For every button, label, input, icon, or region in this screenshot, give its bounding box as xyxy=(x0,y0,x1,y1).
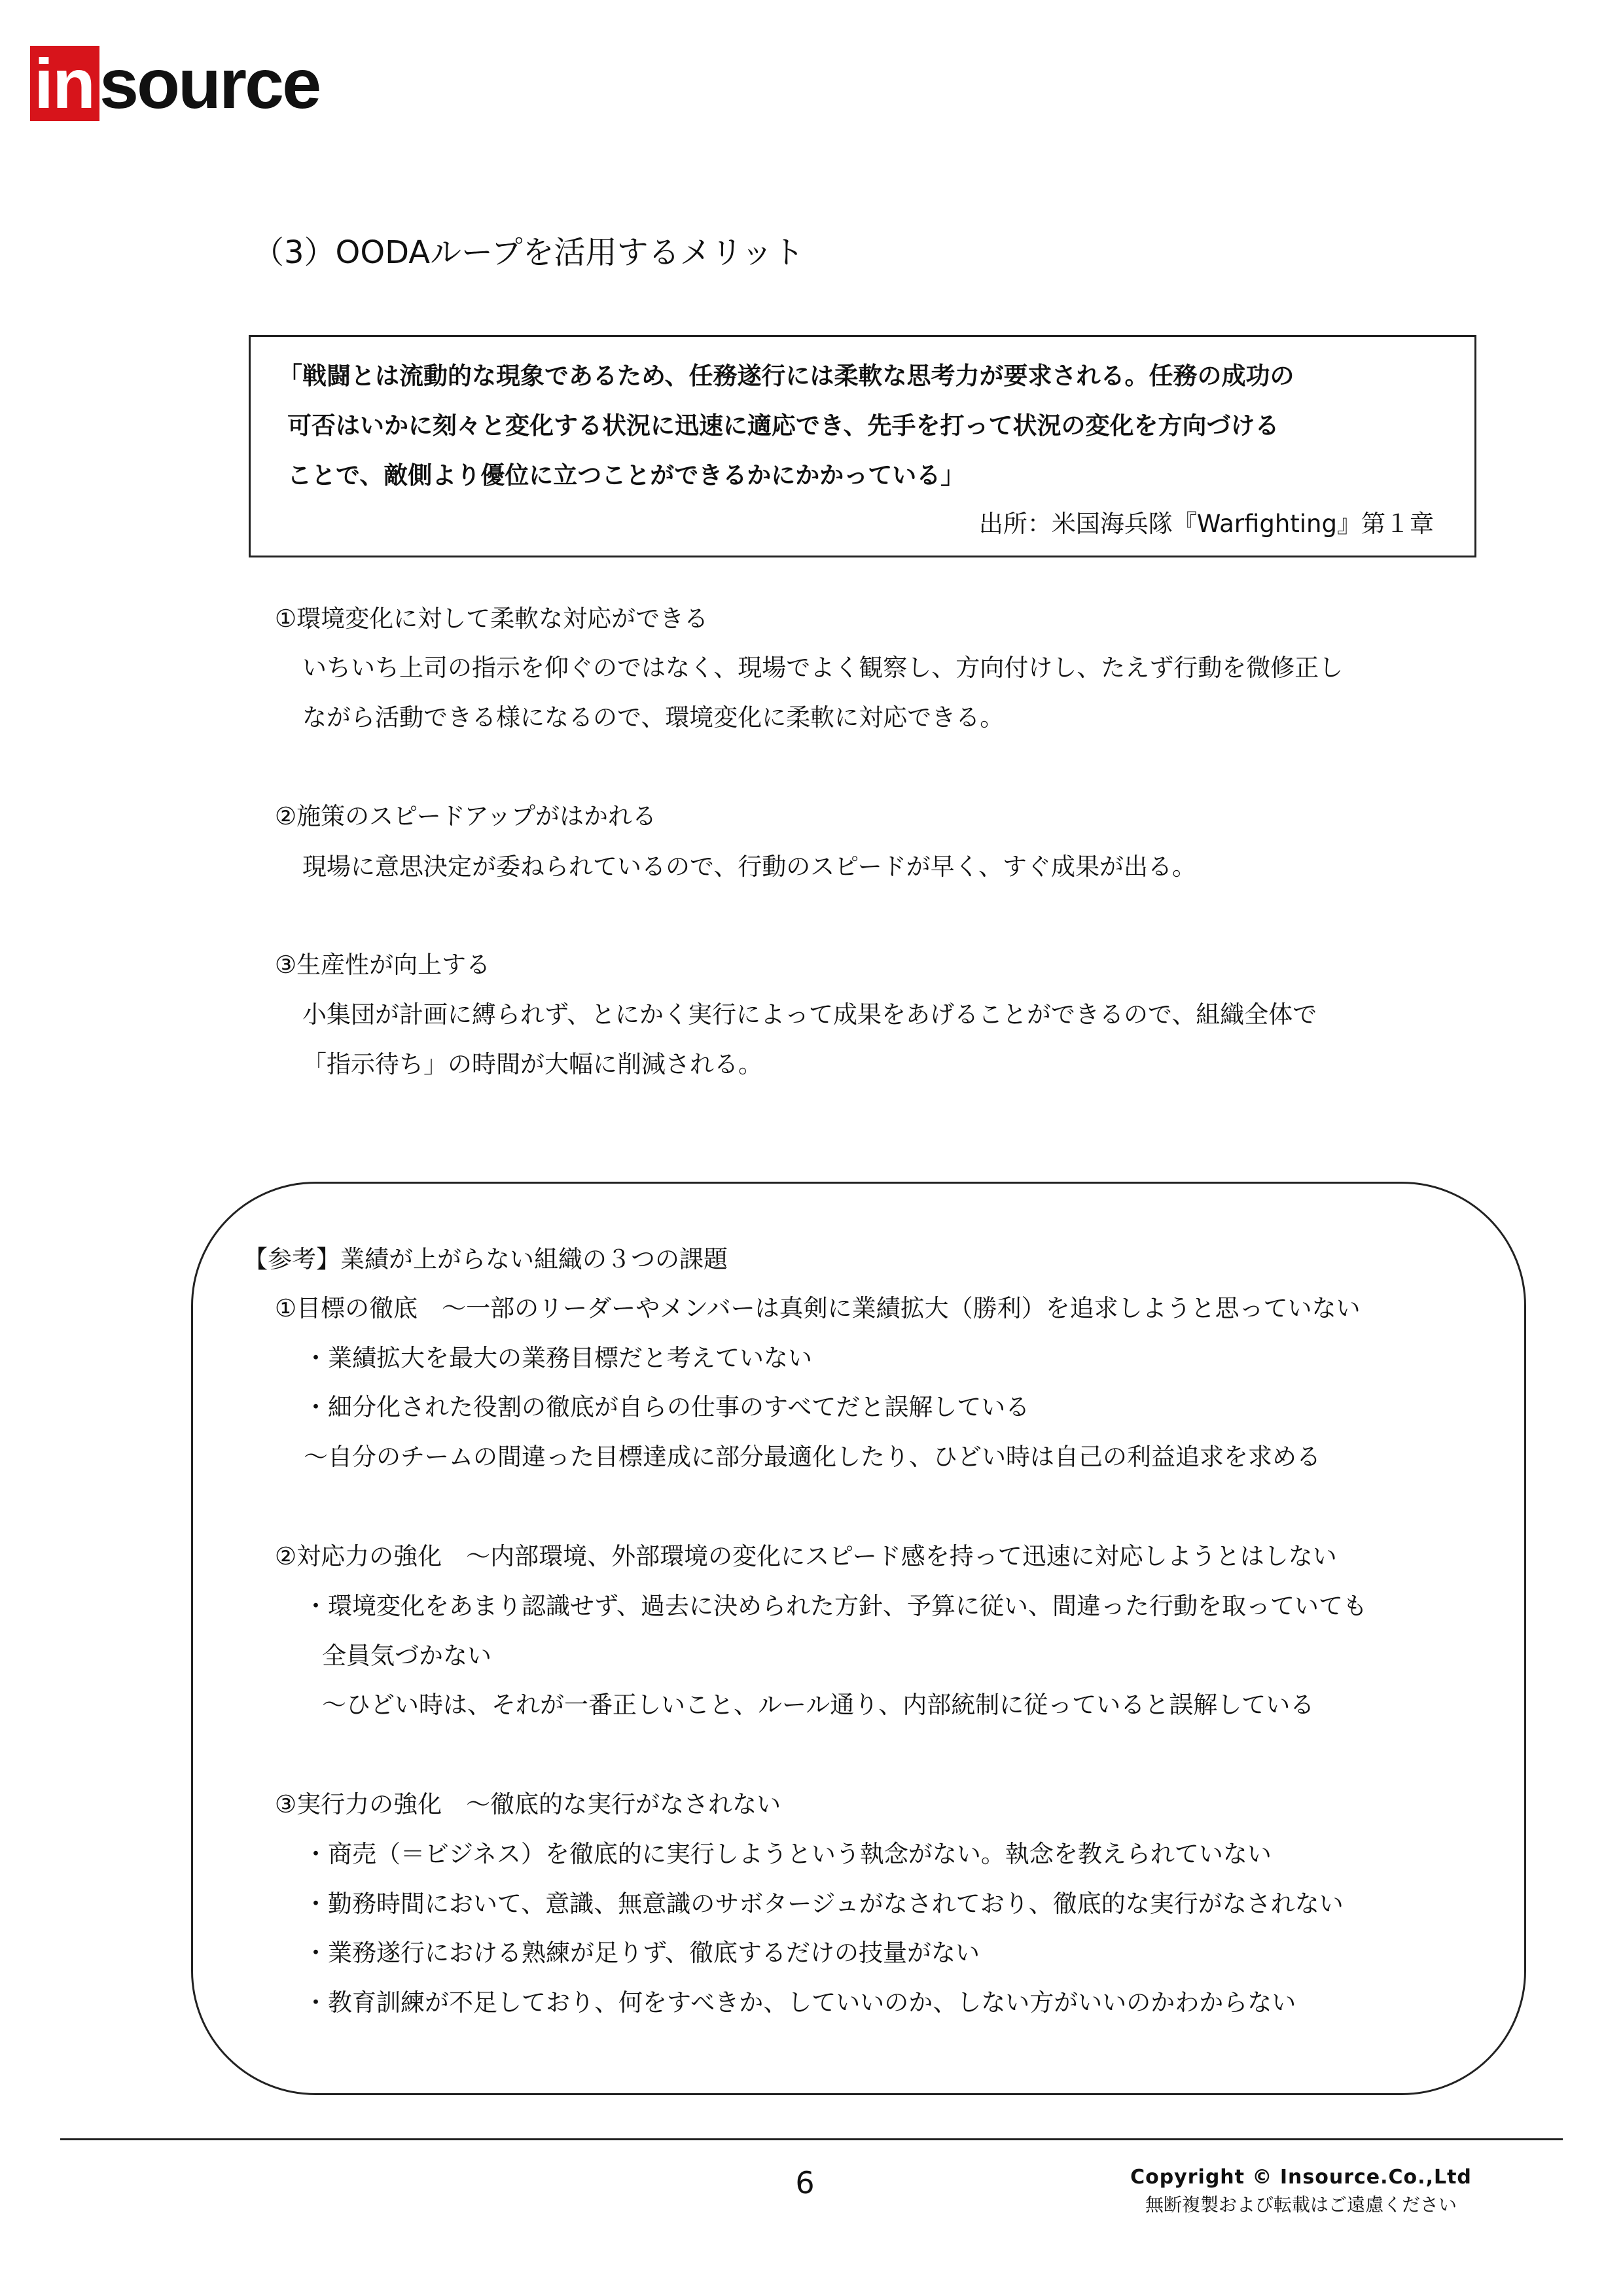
issue-3-line-4: ・教育訓練が不足しており、何をすべきか、していいのか、しない方がいいのかわからない xyxy=(304,1988,1296,2017)
issue-3-title: ③実行力の強化 ～徹底的な実行がなされない xyxy=(275,1790,781,1818)
point-3-body-2: 「指示待ち」の時間が大幅に削減される。 xyxy=(302,1050,762,1078)
issue-2-line-1: ・環境変化をあまり認識せず、過去に決められた方針、予算に従い、間違った行動を取っていても xyxy=(304,1592,1368,1620)
quote-box xyxy=(249,335,1476,557)
point-1-title: ①環境変化に対して柔軟な対応ができる xyxy=(275,605,709,633)
reference-title: 【参考】業績が上がらない組織の３つの課題 xyxy=(243,1245,728,1273)
issue-3-line-1: ・商売（＝ビジネス）を徹底的に実行しようという執念がない。執念を教えられていない xyxy=(304,1840,1272,1868)
point-2-title: ②施策のスピードアップがはかれる xyxy=(275,802,656,830)
logo-red-part: in xyxy=(30,46,99,121)
footer-divider xyxy=(60,2138,1563,2140)
point-3-body-1: 小集団が計画に縛られず、とにかく実行によって成果をあげることができるので、組織全体で xyxy=(302,1000,1317,1029)
issue-1-title: ①目標の徹底 ～一部のリーダーやメンバーは真剣に業績拡大（勝利）を追求しようと思っていない xyxy=(275,1294,1361,1322)
page-number: 6 xyxy=(795,2165,815,2200)
issue-2-title: ②対応力の強化 ～内部環境、外部環境の変化にスピード感を持って迅速に対応しようとはしない xyxy=(275,1542,1337,1570)
logo-rest: source xyxy=(99,44,320,123)
section-heading: （3）OODAループを活用するメリット xyxy=(253,234,804,271)
quote-line-2: 可否はいかに刻々と変化する状況に迅速に適応でき、先手を打って状況の変化を方向づける xyxy=(287,412,1279,440)
point-1-body-1: いちいち上司の指示を仰ぐのではなく、現場でよく観察し、方向付けし、たえず行動を微修正し xyxy=(302,654,1344,682)
issue-2-line-3: ～ひどい時は、それが一番正しいこと、ルール通り、内部統制に従っていると誤解している xyxy=(322,1691,1315,1719)
quote-line-3: ことで、敵側より優位に立つことができるかにかかっている」 xyxy=(287,461,965,489)
reproduction-notice: 無断複製および転載はご遠慮ください xyxy=(1145,2194,1457,2216)
point-1-body-2: ながら活動できる様になるので、環境変化に柔軟に対応できる。 xyxy=(302,703,1005,732)
quote-source: 出所：米国海兵隊『Warfighting』第１章 xyxy=(978,510,1434,538)
insource-logo xyxy=(30,46,319,121)
issue-1-line-2: ・細分化された役割の徹底が自らの仕事のすべてだと誤解している xyxy=(304,1393,1030,1421)
issue-3-line-3: ・業務遂行における熟練が足りず、徹底するだけの技量がない xyxy=(304,1939,980,1967)
quote-line-1: 「戦闘とは流動的な現象であるため、任務遂行には柔軟な思考力が要求される。任務の成功の xyxy=(278,362,1294,390)
issue-1-line-3: ～自分のチームの間違った目標達成に部分最適化したり、ひどい時は自己の利益追求を求める xyxy=(304,1443,1321,1471)
copyright-text: Copyright © Insource.Co.,Ltd xyxy=(1130,2166,1472,2189)
issue-1-line-1: ・業績拡大を最大の業務目標だと考えていない xyxy=(304,1344,812,1372)
point-3-title: ③生産性が向上する xyxy=(275,951,491,979)
issue-2-line-2: 全員気づかない xyxy=(322,1642,491,1670)
point-2-body-1: 現場に意思決定が委ねられているので、行動のスピードが早く、すぐ成果が出る。 xyxy=(302,853,1197,881)
issue-3-line-2: ・勤務時間において、意識、無意識のサボタージュがなされており、徹底的な実行がなされない xyxy=(304,1890,1344,1918)
